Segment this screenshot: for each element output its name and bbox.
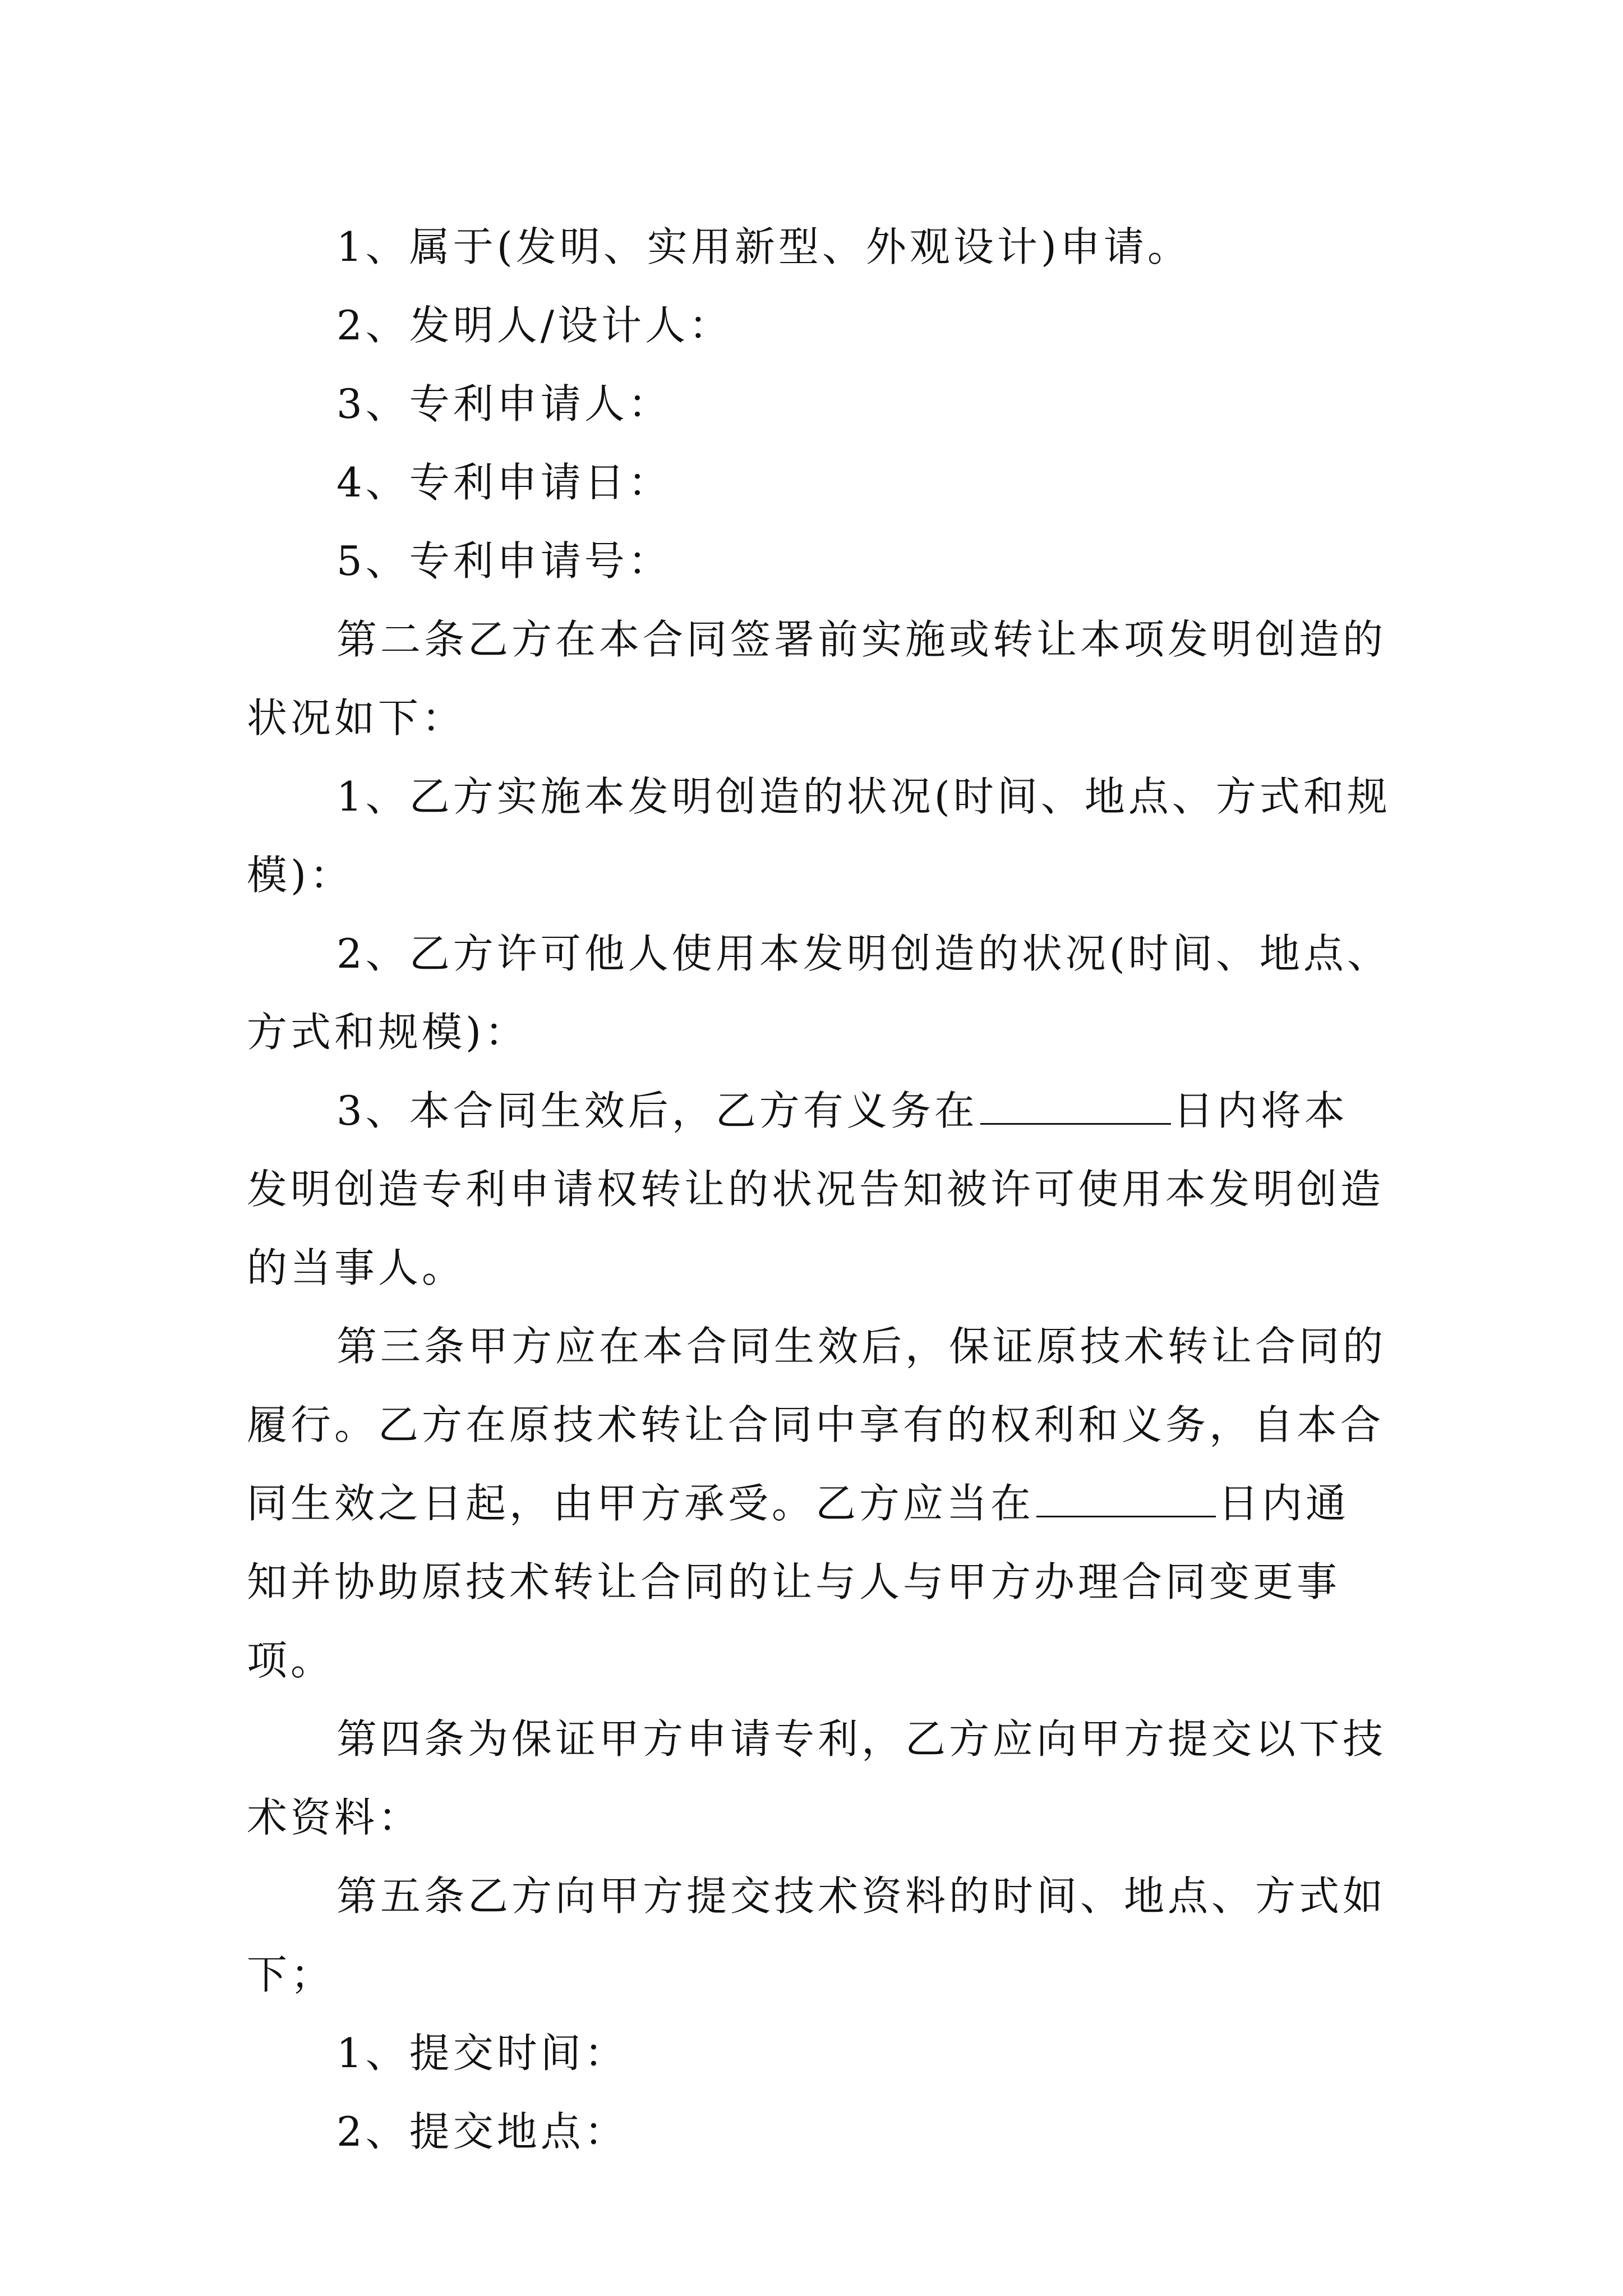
article-2-point-3-after: 日内将本发明创造专利申请权转让的状况告知被许可使用本发明创造的当事人。 <box>247 1087 1385 1291</box>
item-application-number: 5、专利申请号： <box>336 537 672 585</box>
article-3-after: 日内通知并协助原技术转让合同的让与人与甲方办理合同变更事项。 <box>247 1480 1350 1684</box>
article-2-point-3-before: 3、本合同生效后，乙方有义务在 <box>336 1087 978 1134</box>
article-3 <box>247 1307 1391 1700</box>
item-inventor: 2、发明人/设计人： <box>336 302 733 349</box>
item-applicant: 3、专利申请人： <box>336 380 672 427</box>
article-2-point-2: 2、乙方许可他人使用本发明创造的状况(时间、地点、方式和规模)： <box>247 930 1391 1056</box>
blank-days-field <box>980 1089 1171 1125</box>
article-3-before: 第三条甲方应在本合同生效后，保证原技术转让合同的履行。乙方在原技术转让合同中享有的权利和义务，自本合同生效之日起，由甲方承受。乙方应当在 <box>247 1323 1387 1527</box>
article-5-point-2: 2、提交地点： <box>336 2108 628 2155</box>
article-2-point-1: 1、乙方实施本发明创造的状况(时间、地点、方式和规模)： <box>247 773 1391 899</box>
document-body <box>247 208 1391 2171</box>
item-application-type: 1、属于(发明、实用新型、外观设计)申请。 <box>336 223 1191 270</box>
item-application-date: 4、专利申请日： <box>336 459 672 506</box>
blank-days-field <box>1036 1482 1216 1517</box>
article-2-intro: 第二条乙方在本合同签署前实施或转让本项发明创造的状况如下： <box>247 616 1387 742</box>
article-5-intro: 第五条乙方向甲方提交技术资料的时间、地点、方式如下； <box>247 1872 1387 1998</box>
article-2-point-3 <box>247 1071 1391 1307</box>
article-5-point-1: 1、提交时间： <box>336 2030 628 2077</box>
article-4: 第四条为保证甲方申请专利，乙方应向甲方提交以下技术资料： <box>247 1715 1387 1841</box>
